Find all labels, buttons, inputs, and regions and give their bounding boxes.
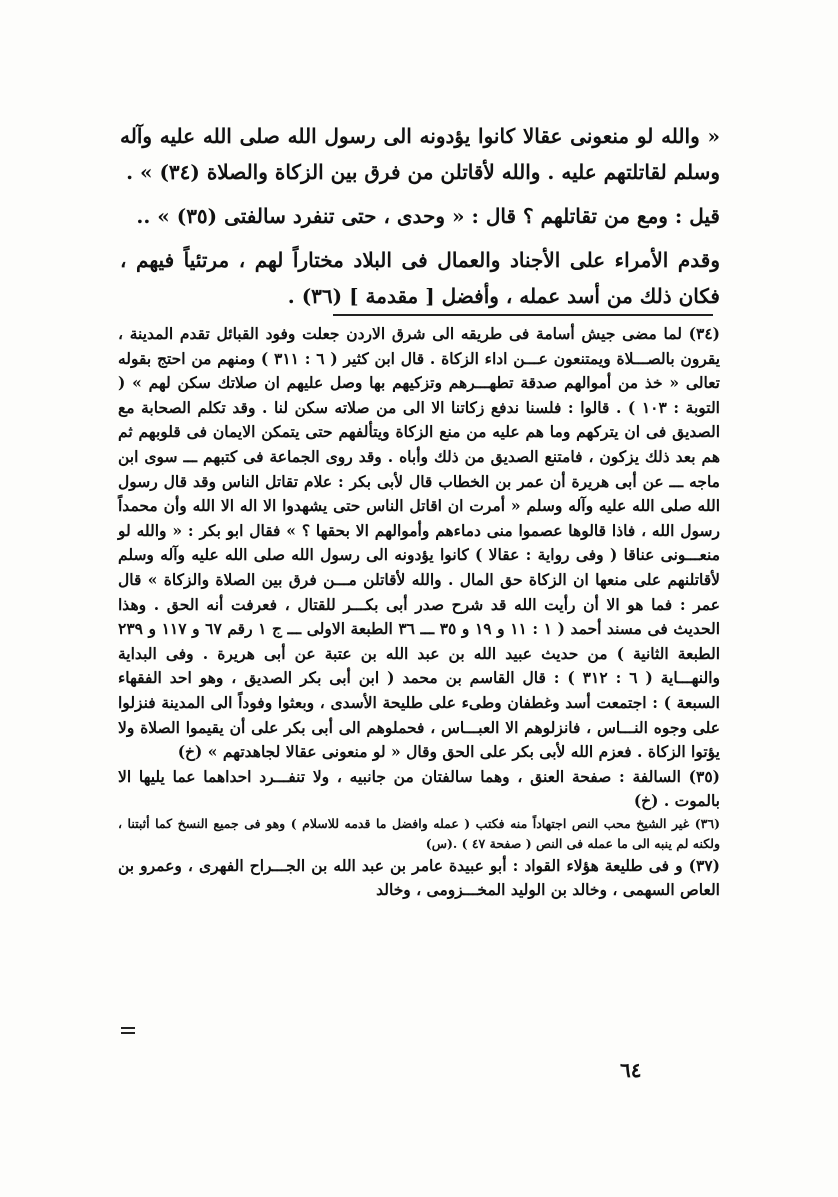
main-paragraph-2: قيل : ومع من تقاتلهم ؟ قال : « وحدى ، حتى تنفرد سالفتى (٣٥) » .. (136, 204, 720, 228)
footnote-34: (٣٤) لما مضى جيش أسامة فى طريقه الى شرق الاردن جعلت وفود القبائل تقدم المدينة ، يقرون بالصـــلاة ويمتنعون عـــن اداء الزكاة . قال ابن كثير ( ٦ : ٣١١ ) ومنهم من احتج بقوله تعالى « خذ من أموالهم صدقة تطهـــرهم وتزكيهم بها وصل عليهم ان صلاتك سكن لهم » ( التوبة : ١٠٣ ) . قالوا : فلسنا ندفع زكاتنا الا الى من صلاته سكن لنا . وقد تكلم الصحابة مع الصديق فى ان يتركهم وما هم عليه من منع الزكاة ويتألفهم حتى يتمكن الايمان فى قلوبهم ثم هم بعد ذلك يزكون ، فامتنع الصديق من ذلك وأباه . وقد روى الجماعة فى كتبهم ـــ سوى ابن ماجه ـــ عن أبى هريرة أن عمر بن الخطاب قال لأبى بكر : علام تقاتل الناس وقد قال رسول الله صلى الله عليه وآله وسلم « أمرت ان اقاتل الناس حتى يشهدوا الا اله الا الله وأن محمداً رسول الله ، فاذا قالوها عصموا منى دماءهم وأموالهم الا بحقها ؟ » فقال ابو بكر : « والله لو منعـــونى عناقا ( وفى رواية : عقالا ) كانوا يؤدونه الى رسول الله صلى الله عليه وآله وسلم لأقاتلنهم على منعها ان الزكاة حق المال . والله لأقاتلن مـــن فرق بين الصلاة والزكاة » قال عمر : فما هو الا أن رأيت الله قد شرح صدر أبى بكـــر للقتال ، فعرفت أنه الحق . وهذا الحديث فى مسند أحمد ( ١ : ١١ و ١٩ و ٣٥ ـــ ٣٦ الطبعة الاولى ـــ ج ١ رقم ٦٧ و ١١٧ و ٢٣٩ الطبعة الثانية ) من حديث عبيد الله بن عبد الله بن عتبة عن أبى هريرة . وفى البداية والنهـــاية ( ٦ : ٣١٢ ) : قال القاسم بن محمد ( ابن أبى بكر الصديق ، وهو احد الفقهاء السبعة ) : اجتمعت أسد وغطفان وطىء على طليحة الأسدى ، وبعثوا وفوداً الى المدينة فنزلوا على وجوه النـــاس ، فانزلوهم الا العبـــاس ، فحملوهم الى أبى بكر على أن يقيموا الصلاة ولا يؤتوا الزكاة . فعزم الله لأبى بكر على الحق وقال « لو منعونى عقالا لجاهدتهم » (خ) (118, 324, 721, 762)
continuation-line-bottom (121, 1032, 135, 1034)
page-number: ٦٤ (620, 1058, 642, 1082)
main-text (120, 118, 720, 322)
footnote-37: (٣٧) و فى طليعة هؤلاء القواد : أبو عبيدة عامر بن عبد الله بن الجـــراح الفهرى ، وعمرو بن العاص السهمى ، وخالد بن الوليد المخـــزومى ، وخالد (118, 855, 720, 900)
footnote-35: (٣٥) السالفة : صفحة العنق ، وهما سالفتان من جانبيه ، ولا تنفـــرد احداهما عما يليها الا بالموت . (خ) (118, 766, 720, 811)
footnotes (118, 322, 720, 903)
main-paragraph-1: « والله لو منعونى عقالا كانوا يؤدونه الى رسول الله صلى الله عليه وآله وسلم لقاتلتهم عليه . والله لأقاتلن من فرق بين الزكاة والصلاة (٣٤) » . (120, 124, 720, 184)
main-paragraph-3: وقدم الأمراء على الأجناد والعمال فى البلاد مختاراً لهم ، مرتئياً فيهم ، فكان ذلك من أسد عمله ، وأفضل [ مقدمة ] (٣٦) . (120, 248, 720, 308)
footnote-36: (٣٦) غير الشيخ محب النص اجتهاداً منه فكتب ( عمله وافضل ما قدمه للاسلام ) وهو فى جميع النسخ كما أثبتنا ، ولكنه لم ينبه الى ما عمله فى النص ( صفحة ٤٧ ) .(س) (118, 815, 720, 851)
footnote-separator (333, 314, 713, 316)
continuation-mark (121, 1027, 135, 1034)
continuation-line-top (121, 1027, 135, 1029)
